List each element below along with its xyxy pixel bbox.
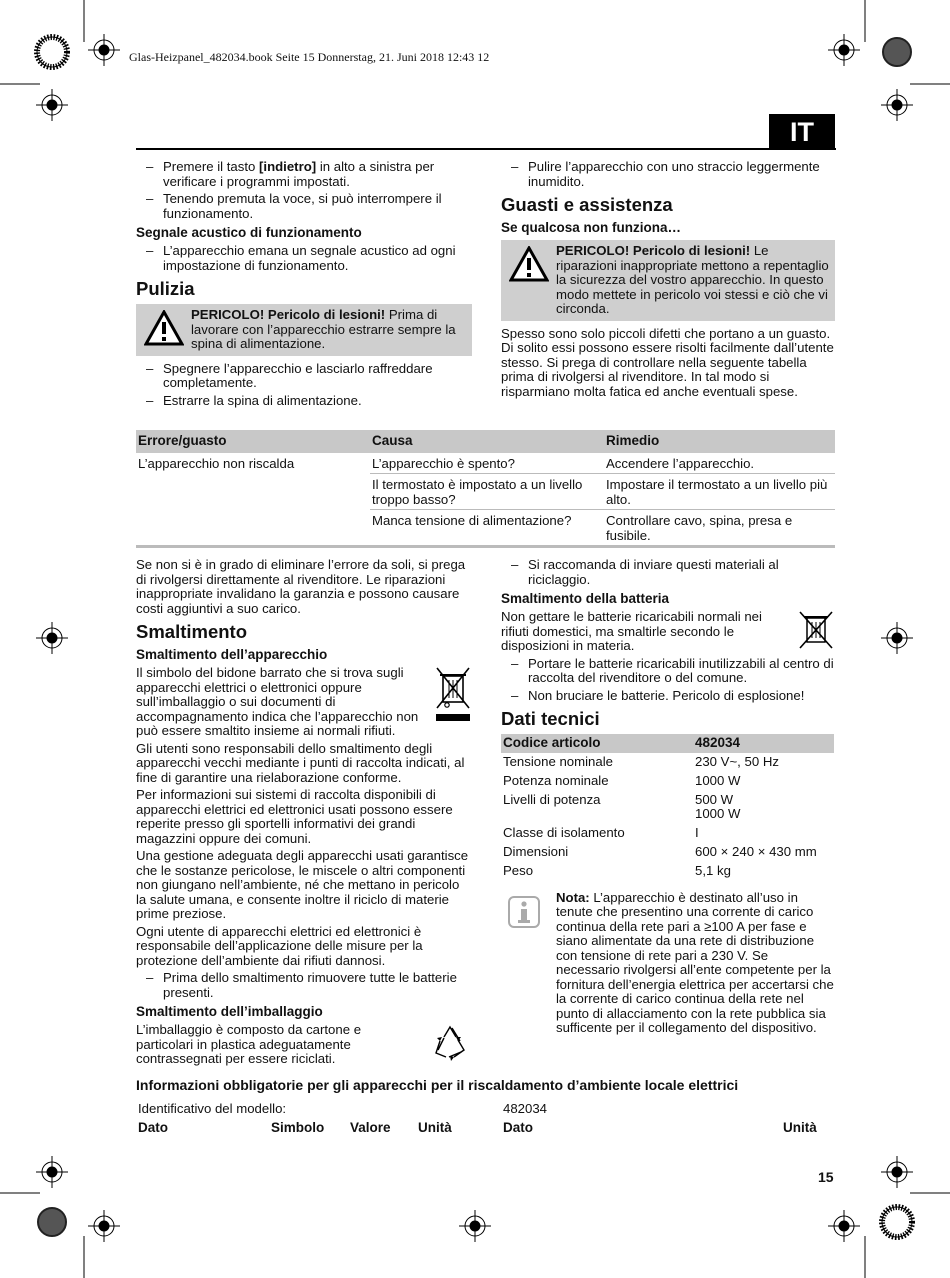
table-cell: Tensione nominale [503,754,613,770]
table-cell: 482034 [693,734,834,753]
column-header: Errore/guasto [136,430,370,453]
language-badge: IT [769,114,835,150]
list-item: – Pulire l’apparecchio con uno straccio leggermente inumidito. [501,160,835,189]
model-label: Identificativo del modello: [138,1101,287,1116]
section-heading: Smaltimento della batteria [501,591,670,606]
table-cell: 600 × 240 × 430 mm [695,844,817,860]
list-item: – Estrarre la spina di alimentazione. [136,394,472,409]
table-cell: 230 V~, 50 Hz [695,754,779,770]
list-item: – Tenendo premuta la voce, si può interrompere il funzionamento. [136,192,472,221]
table-cell: Accendere l’apparecchio. [604,453,835,474]
section-title: Guasti e assistenza [501,194,673,215]
table-cell: 5,1 kg [695,862,731,878]
table-cell: Impostare il termostato a un livello più alto. [604,474,835,510]
column-header: Valore [350,1120,391,1135]
column-header: Rimedio [604,430,835,453]
table-cell: Controllare cavo, spina, presa e fusibile. [604,510,835,547]
paragraph: Il simbolo del bidone barrato che si trova sugli apparecchi elettrici o elettronici oppure sull’imballaggio o sui documenti di accompagnamento indica che l’apparecchio non può essere smaltito insieme ai normali rifiuti. [136,665,419,738]
section-heading: Smaltimento dell’apparecchio [136,647,328,662]
table-cell: L’apparecchio non riscalda [138,455,295,471]
paragraph: Per informazioni sui sistemi di raccolta disponibili di apparecchi elettrici ed elettronici usati possono essere reperite presso gli sportelli informativi dei grandi magazzini oppure dei comuni. [136,787,453,846]
list-item: – Portare le batterie ricaricabili inutilizzabili al centro di raccolta del rivenditore o del comune. [501,657,835,686]
warning-box: PERICOLO! Pericolo di lesioni! Prima di lavorare con l’apparecchio estrarre sempre la spina di alimentazione. [136,304,472,356]
table-cell: Manca tensione di alimentazione? [370,510,604,547]
table-cell: 500 W 1000 W [695,791,741,822]
table-cell: Codice articolo [501,734,693,753]
column-header: Dato [138,1120,168,1135]
table-cell: I [695,825,699,841]
paragraph: Spesso sono solo piccoli difetti che portano a un guasto. Di solito essi possono essere risolti facilmente dall’utente stesso. Si prega di controllare nella seguente tabella prima di rivolgersi al rivenditore. In tal modo si risparmiano molta fatica ed anche eventuali spese. [501,325,834,399]
paragraph: Non gettare le batterie ricaricabili normali nei rifiuti domestici, ma smaltirle secondo le disposizioni in materia. [501,609,762,653]
paragraph: Ogni utente di apparecchi elettrici ed elettronici è responsabile dell’applicazione delle misure per la protezione dell’ambiente dai rifiuti dannosi. [136,923,423,968]
registration-target-icon [36,34,913,1242]
list-item: – Spegnere l’apparecchio e lasciarlo raffreddare completamente. [136,362,472,391]
file-header-line: Glas-Heizpanel_482034.book Seite 15 Donnerstag, 21. Juni 2018 12:43 12 [129,50,490,64]
table-cell: Potenza nominale [503,772,609,788]
column-header: Simbolo [271,1120,325,1135]
table-cell: Peso [503,862,534,878]
column-header: Unità [783,1120,817,1135]
column-header: Dato [503,1120,533,1135]
info-title: Informazioni obbligatorie per gli apparecchi per il riscaldamento d’ambiente locale elettrici [136,1077,739,1093]
model-value: 482034 [503,1101,548,1116]
list-item: – L’apparecchio emana un segnale acustico ad ogni impostazione di funzionamento. [136,244,472,273]
column-header: Causa [370,430,604,453]
list-item: – Si raccomanda di inviare questi materiali al riciclaggio. [501,558,835,587]
table-cell: Classe di isolamento [503,825,625,841]
section-title: Pulizia [136,278,195,299]
table-cell: Dimensioni [503,844,569,860]
page-number: 15 [818,1169,834,1185]
section-heading: Smaltimento dell’imballaggio [136,1004,323,1019]
paragraph: Se non si è in grado di eliminare l’errore da soli, si prega di rivolgersi direttamente al rivenditore. Le riparazioni inappropriate invalidano la garanzia e possono causare costi aggiuntivi a suo carico. [136,557,466,616]
paragraph: Una gestione adeguata degli apparecchi usati garantisce che le sostanze pericolose, le miscele o altri componenti non giungano nell’ambiente, né che mettano in pericolo la salute umana, e consente inoltre il riciclo di materie prime preziose. [136,848,469,921]
section-title: Smaltimento [136,621,248,642]
table-cell: 1000 W [695,772,741,788]
note-box: Nota: L’apparecchio è destinato all’uso in tenute che presentino una corrente di carico continua della rete pari a ≥100 A per fase e siano alimentate da una rete di distribuzione con tensione di rete pari a 230 V. Se necessario rivolgersi all’ente competente per la fornitura dell’energia elettrica per accertarsi che la corrente di carico continua della rete nel punto di allacciamento con la rete pubblica sia sufficente per il collegamento del dispositivo. [501,891,835,1036]
section-heading: Se qualcosa non funziona… [501,220,682,235]
table-cell: L’apparecchio è spento? [370,453,604,474]
table-cell: Livelli di potenza [503,791,601,807]
color-target-icon [37,37,912,1237]
list-item: – Prima dello smaltimento rimuovere tutte le batterie presenti. [136,971,472,1000]
table-cell: Il termostato è impostato a un livello troppo basso? [370,474,604,510]
paragraph: Gli utenti sono responsabili dello smaltimento degli apparecchi vecchi mediante i punti di raccolta indicati, al fine di garantire una rielaborazione conforme. [136,740,465,785]
section-heading: Segnale acustico di funzionamento [136,225,362,240]
column-header: Unità [418,1120,452,1135]
list-item: – Premere il tasto [indietro] in alto a sinistra per verificare i programmi impostati. [136,160,472,189]
list-item: – Non bruciare le batterie. Pericolo di esplosione! [501,689,835,704]
paragraph: L’imballaggio è composto da cartone e particolari in plastica adeguatamente contrassegnati per essere riciclati. [136,1022,362,1066]
warning-box: PERICOLO! Pericolo di lesioni! Le riparazioni inappropriate mettono a repentaglio la sicurezza del vostro apparecchio. In questo modo mettete in pericolo voi stessi e ciò che vi circonda. [501,240,835,321]
section-title: Dati tecnici [501,708,600,729]
